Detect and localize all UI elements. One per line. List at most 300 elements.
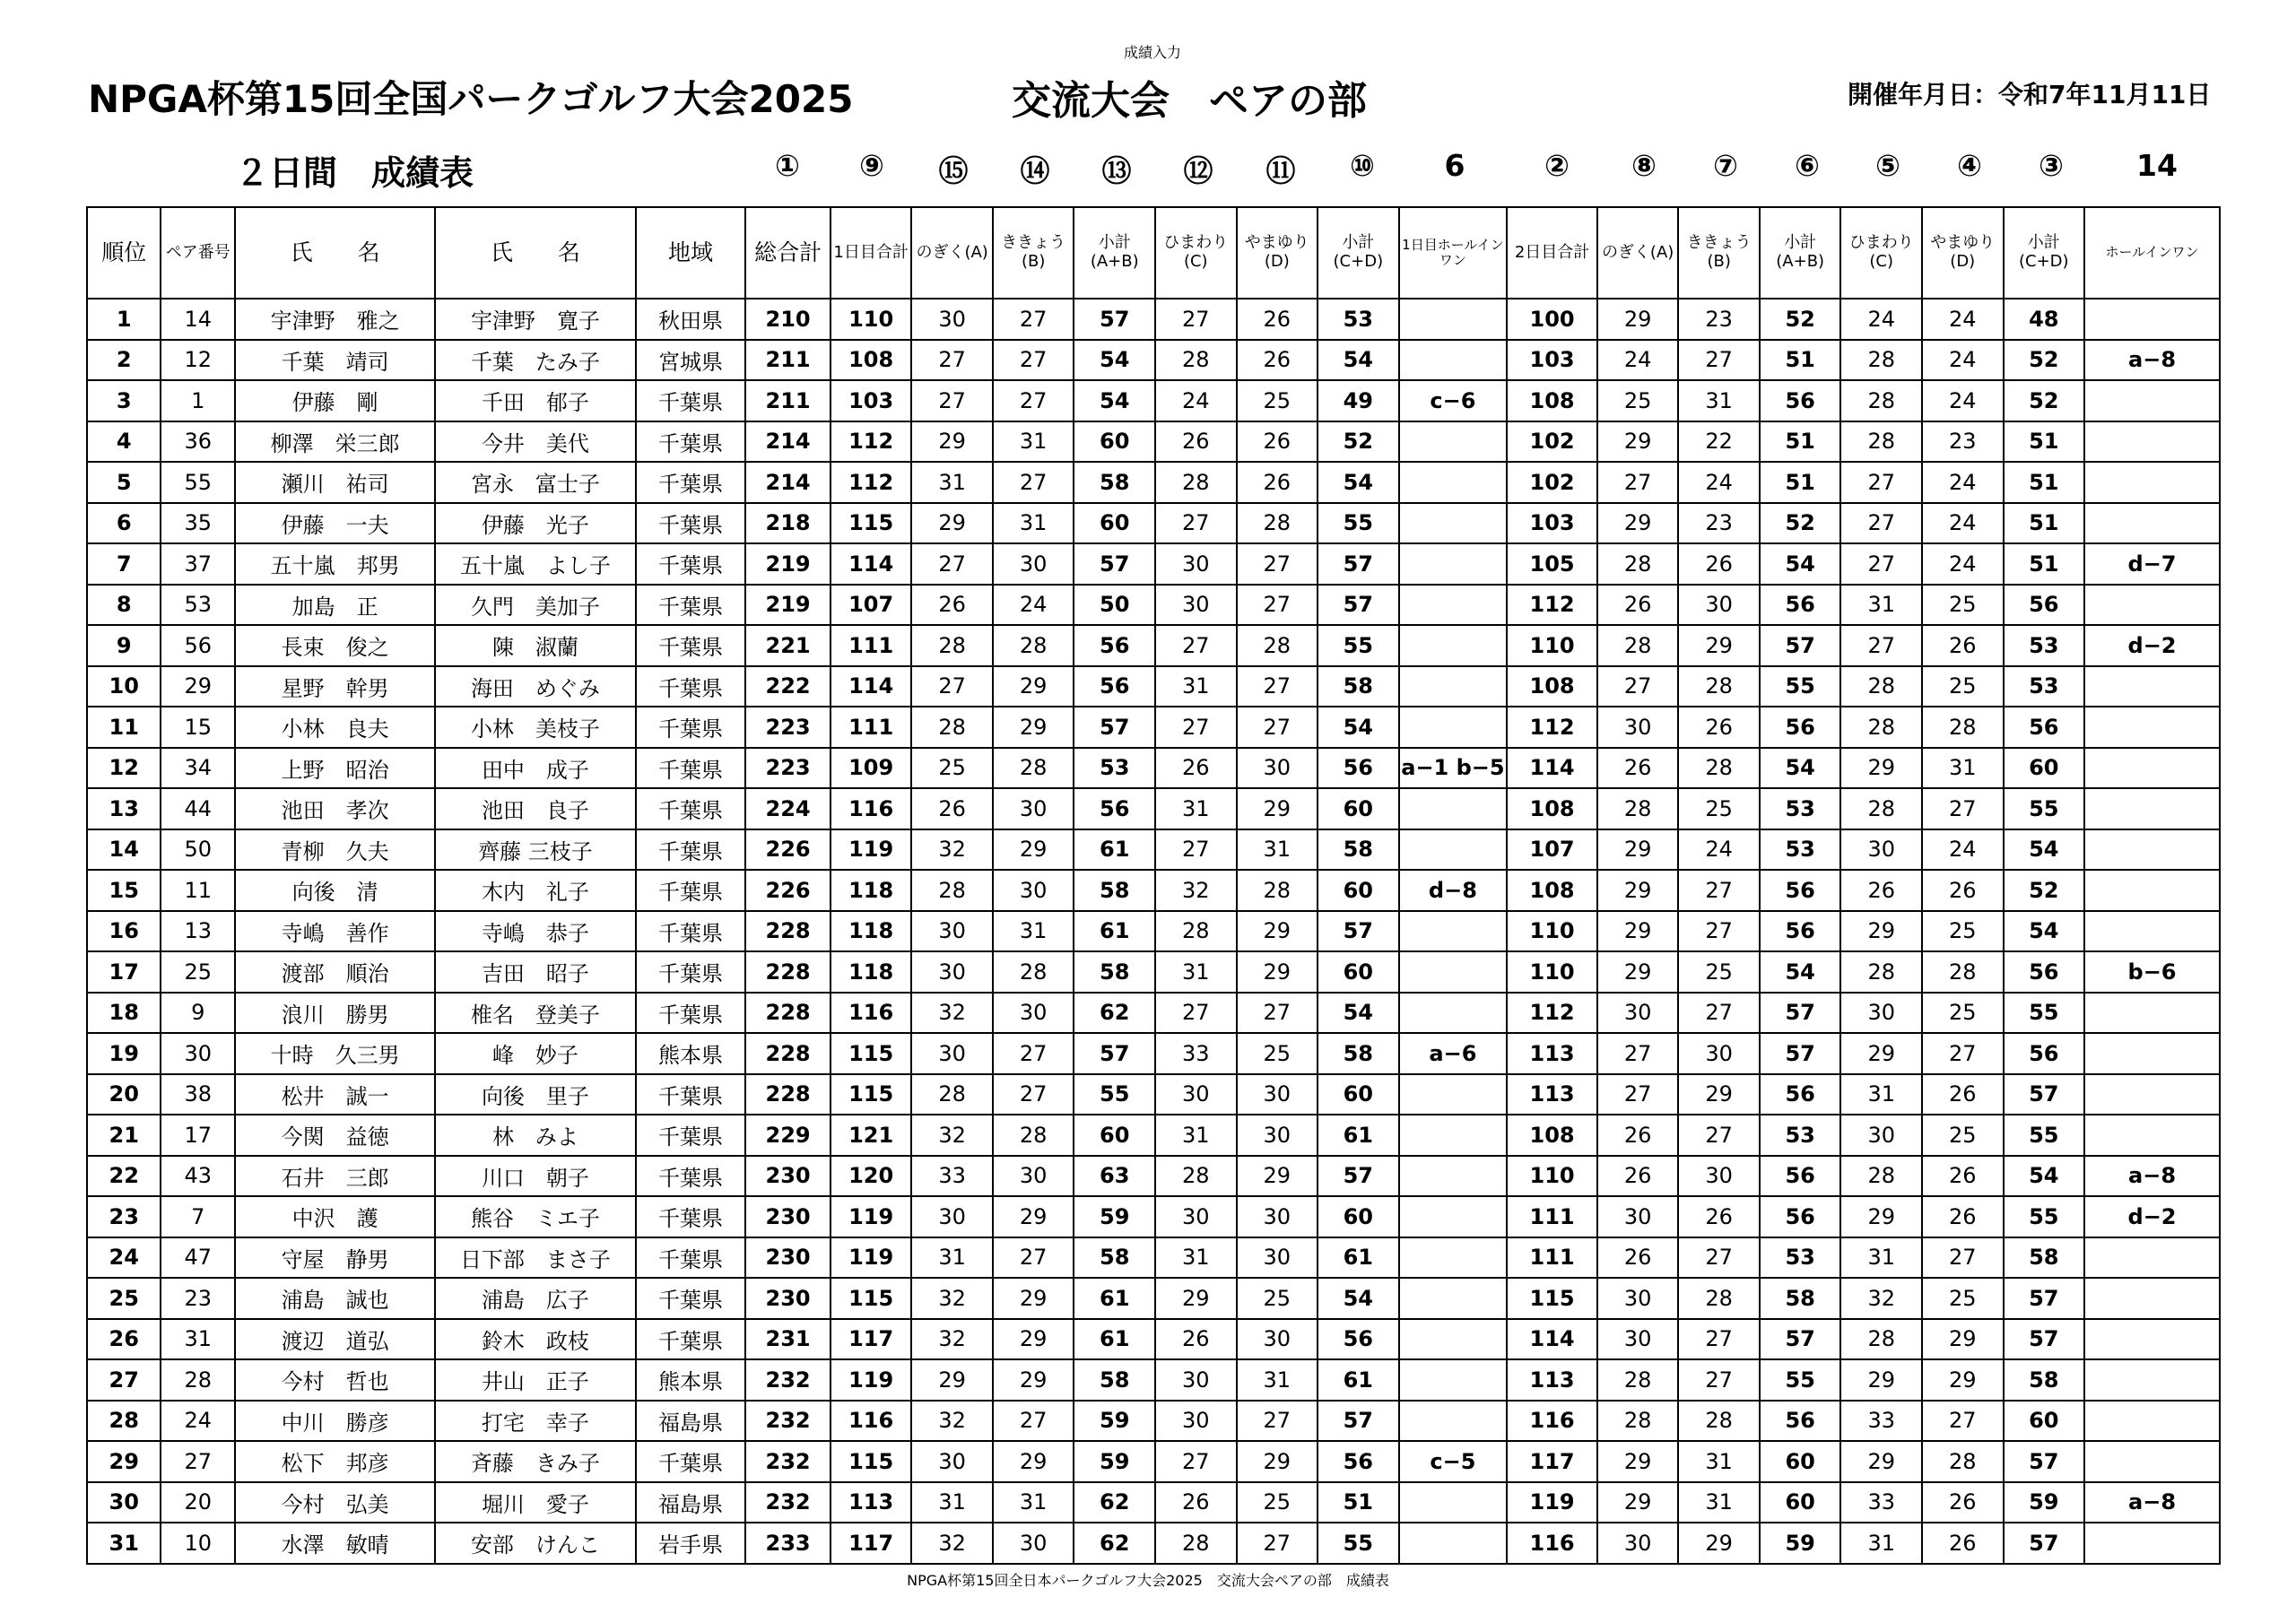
d2-ab-cell: 60 xyxy=(1760,1482,1841,1523)
rank-cell: 13 xyxy=(87,788,161,829)
d2-ab-cell: 55 xyxy=(1760,666,1841,707)
rank-cell: 30 xyxy=(87,1482,161,1523)
d1-c-cell: 26 xyxy=(1155,748,1237,789)
d2-cd-cell: 60 xyxy=(2004,748,2085,789)
day1-total-cell: 116 xyxy=(831,788,912,829)
player2-name: 斉藤 きみ子 xyxy=(435,1441,635,1482)
d2-ab-cell: 57 xyxy=(1760,993,1841,1034)
pair-no-cell: 23 xyxy=(161,1278,234,1319)
d2-d-cell: 25 xyxy=(1922,1115,2004,1156)
d2-ab-cell: 51 xyxy=(1760,340,1841,381)
d1-cd-cell: 57 xyxy=(1318,1156,1399,1197)
event-date: 開催年月日：令和7年11月11日 xyxy=(1848,80,2212,109)
hole-label: 14 xyxy=(2136,148,2178,183)
d1-hole-in-one-cell xyxy=(1399,1074,1508,1115)
col-d2-cd: 小計(C+D) xyxy=(2004,207,2085,299)
d2-ab-cell: 56 xyxy=(1760,585,1841,626)
col-region: 地域 xyxy=(636,207,746,299)
table-row xyxy=(87,911,2220,952)
d2-ab-cell: 57 xyxy=(1760,1319,1841,1360)
region-cell: 千葉県 xyxy=(636,707,746,748)
player1-name: 長束 俊之 xyxy=(235,625,435,666)
player2-name: 池田 良子 xyxy=(435,788,635,829)
d1-hole-in-one-cell: a−6 xyxy=(1399,1033,1508,1074)
day1-total-cell: 112 xyxy=(831,462,912,503)
d2-d-cell: 27 xyxy=(1922,1401,2004,1442)
grand-total-cell: 232 xyxy=(745,1441,831,1482)
grand-total-cell: 223 xyxy=(745,748,831,789)
d2-a-cell: 27 xyxy=(1597,1033,1679,1074)
d1-d-cell: 26 xyxy=(1237,421,1318,463)
d2-hole-in-one-cell xyxy=(2084,1033,2220,1074)
d2-a-cell: 25 xyxy=(1597,380,1679,421)
d2-ab-cell: 58 xyxy=(1760,1278,1841,1319)
d2-ab-cell: 51 xyxy=(1760,421,1841,463)
d2-cd-cell: 55 xyxy=(2004,788,2085,829)
d2-ab-cell: 51 xyxy=(1760,462,1841,503)
d2-ab-cell: 56 xyxy=(1760,1196,1841,1237)
d2-c-cell: 31 xyxy=(1840,1074,1922,1115)
rank-cell: 22 xyxy=(87,1156,161,1197)
d1-a-cell: 29 xyxy=(911,503,993,544)
d1-c-cell: 31 xyxy=(1155,1237,1237,1279)
d2-b-cell: 30 xyxy=(1678,585,1760,626)
d1-c-cell: 28 xyxy=(1155,340,1237,381)
col-d2-ab: 小計(A+B) xyxy=(1760,207,1841,299)
player2-name: 安部 けんこ xyxy=(435,1523,635,1564)
d2-hole-in-one-cell xyxy=(2084,1074,2220,1115)
d1-c-cell: 27 xyxy=(1155,829,1237,871)
d2-cd-cell: 57 xyxy=(2004,1074,2085,1115)
d1-hole-in-one-cell: d−8 xyxy=(1399,870,1508,911)
d1-b-cell: 27 xyxy=(993,462,1074,503)
d1-ab-cell: 53 xyxy=(1074,748,1155,789)
player1-name: 瀬川 祐司 xyxy=(235,462,435,503)
player1-name: 松井 誠一 xyxy=(235,1074,435,1115)
d2-b-cell: 31 xyxy=(1678,1441,1760,1482)
table-row xyxy=(87,1115,2220,1156)
d1-d-cell: 25 xyxy=(1237,1482,1318,1523)
d2-b-cell: 27 xyxy=(1678,1237,1760,1279)
grand-total-cell: 226 xyxy=(745,870,831,911)
d2-ab-cell: 56 xyxy=(1760,707,1841,748)
player2-name: 熊谷 ミエ子 xyxy=(435,1196,635,1237)
grand-total-cell: 214 xyxy=(745,462,831,503)
d1-b-cell: 29 xyxy=(993,666,1074,707)
day1-total-cell: 115 xyxy=(831,1278,912,1319)
d1-ab-cell: 59 xyxy=(1074,1196,1155,1237)
pair-no-cell: 29 xyxy=(161,666,234,707)
d1-ab-cell: 58 xyxy=(1074,951,1155,993)
d2-a-cell: 29 xyxy=(1597,951,1679,993)
d2-a-cell: 26 xyxy=(1597,585,1679,626)
d2-c-cell: 28 xyxy=(1840,788,1922,829)
d1-cd-cell: 60 xyxy=(1318,870,1399,911)
day2-total-cell: 102 xyxy=(1507,421,1597,463)
d1-cd-cell: 54 xyxy=(1318,462,1399,503)
d2-cd-cell: 56 xyxy=(2004,1033,2085,1074)
d1-cd-cell: 58 xyxy=(1318,666,1399,707)
d2-cd-cell: 54 xyxy=(2004,911,2085,952)
d2-hole-in-one-cell xyxy=(2084,1115,2220,1156)
d1-b-cell: 29 xyxy=(993,1196,1074,1237)
player2-name: 鈴木 政枝 xyxy=(435,1319,635,1360)
d1-cd-cell: 60 xyxy=(1318,951,1399,993)
grand-total-cell: 228 xyxy=(745,951,831,993)
d2-b-cell: 28 xyxy=(1678,748,1760,789)
player2-name: 吉田 昭子 xyxy=(435,951,635,993)
d2-ab-cell: 56 xyxy=(1760,1401,1841,1442)
d2-ab-cell: 56 xyxy=(1760,1074,1841,1115)
region-cell: 千葉県 xyxy=(636,870,746,911)
d2-hole-in-one-cell xyxy=(2084,1401,2220,1442)
day2-total-cell: 100 xyxy=(1507,299,1597,340)
day1-total-cell: 121 xyxy=(831,1115,912,1156)
d1-hole-in-one-cell: c−5 xyxy=(1399,1441,1508,1482)
day1-total-cell: 117 xyxy=(831,1523,912,1564)
d1-hole-in-one-cell xyxy=(1399,625,1508,666)
d2-a-cell: 29 xyxy=(1597,299,1679,340)
d2-c-cell: 28 xyxy=(1840,340,1922,381)
d2-hole-in-one-cell xyxy=(2084,421,2220,463)
d1-b-cell: 29 xyxy=(993,1319,1074,1360)
d2-b-cell: 29 xyxy=(1678,1074,1760,1115)
day2-total-cell: 113 xyxy=(1507,1033,1597,1074)
d2-a-cell: 28 xyxy=(1597,1401,1679,1442)
d1-d-cell: 26 xyxy=(1237,462,1318,503)
d1-ab-cell: 56 xyxy=(1074,788,1155,829)
region-cell: 千葉県 xyxy=(636,666,746,707)
d2-ab-cell: 56 xyxy=(1760,911,1841,952)
d2-hole-in-one-cell xyxy=(2084,748,2220,789)
table-row xyxy=(87,829,2220,871)
player1-name: 石井 三郎 xyxy=(235,1156,435,1197)
d1-d-cell: 30 xyxy=(1237,1237,1318,1279)
d1-ab-cell: 56 xyxy=(1074,666,1155,707)
d2-c-cell: 29 xyxy=(1840,748,1922,789)
d1-a-cell: 28 xyxy=(911,870,993,911)
d2-hole-in-one-cell xyxy=(2084,666,2220,707)
region-cell: 千葉県 xyxy=(636,503,746,544)
d2-d-cell: 24 xyxy=(1922,299,2004,340)
day1-total-cell: 118 xyxy=(831,951,912,993)
d2-a-cell: 29 xyxy=(1597,1482,1679,1523)
d2-c-cell: 29 xyxy=(1840,1033,1922,1074)
d2-hole-in-one-cell xyxy=(2084,993,2220,1034)
d2-c-cell: 30 xyxy=(1840,993,1922,1034)
d1-c-cell: 27 xyxy=(1155,625,1237,666)
region-cell: 千葉県 xyxy=(636,543,746,585)
player1-name: 星野 幹男 xyxy=(235,666,435,707)
region-cell: 千葉県 xyxy=(636,911,746,952)
hole-label: ④ xyxy=(1957,148,1982,183)
table-row xyxy=(87,1359,2220,1401)
d1-a-cell: 32 xyxy=(911,1401,993,1442)
grand-total-cell: 219 xyxy=(745,543,831,585)
day1-total-cell: 116 xyxy=(831,993,912,1034)
d1-ab-cell: 61 xyxy=(1074,911,1155,952)
d2-cd-cell: 60 xyxy=(2004,1401,2085,1442)
day2-total-cell: 108 xyxy=(1507,788,1597,829)
player1-name: 五十嵐 邦男 xyxy=(235,543,435,585)
d2-cd-cell: 57 xyxy=(2004,1278,2085,1319)
d1-b-cell: 27 xyxy=(993,1237,1074,1279)
table-row xyxy=(87,543,2220,585)
pair-no-cell: 9 xyxy=(161,993,234,1034)
region-cell: 秋田県 xyxy=(636,299,746,340)
d1-d-cell: 30 xyxy=(1237,748,1318,789)
d2-c-cell: 28 xyxy=(1840,421,1922,463)
d1-d-cell: 25 xyxy=(1237,1278,1318,1319)
rank-cell: 19 xyxy=(87,1033,161,1074)
d2-hole-in-one-cell xyxy=(2084,585,2220,626)
grand-total-cell: 214 xyxy=(745,421,831,463)
player1-name: 向後 清 xyxy=(235,870,435,911)
d1-a-cell: 27 xyxy=(911,380,993,421)
player1-name: 今村 哲也 xyxy=(235,1359,435,1401)
d1-ab-cell: 57 xyxy=(1074,1033,1155,1074)
d2-d-cell: 25 xyxy=(1922,911,2004,952)
pair-no-cell: 17 xyxy=(161,1115,234,1156)
player1-name: 伊藤 一夫 xyxy=(235,503,435,544)
d1-hole-in-one-cell xyxy=(1399,543,1508,585)
d2-ab-cell: 59 xyxy=(1760,1523,1841,1564)
region-cell: 宮城県 xyxy=(636,340,746,381)
d2-b-cell: 31 xyxy=(1678,380,1760,421)
d1-a-cell: 27 xyxy=(911,543,993,585)
hole-label: ⑦ xyxy=(1713,148,1738,183)
col-rank: 順位 xyxy=(87,207,161,299)
d2-d-cell: 24 xyxy=(1922,462,2004,503)
day1-total-cell: 115 xyxy=(831,1074,912,1115)
d2-d-cell: 24 xyxy=(1922,543,2004,585)
d1-b-cell: 31 xyxy=(993,421,1074,463)
d1-ab-cell: 50 xyxy=(1074,585,1155,626)
rank-cell: 26 xyxy=(87,1319,161,1360)
d1-a-cell: 32 xyxy=(911,1319,993,1360)
pair-no-cell: 1 xyxy=(161,380,234,421)
day2-total-cell: 103 xyxy=(1507,503,1597,544)
player1-name: 浪川 勝男 xyxy=(235,993,435,1034)
d2-cd-cell: 56 xyxy=(2004,585,2085,626)
d1-a-cell: 31 xyxy=(911,1482,993,1523)
d2-hole-in-one-cell: b−6 xyxy=(2084,951,2220,993)
day1-total-cell: 119 xyxy=(831,1237,912,1279)
region-cell: 千葉県 xyxy=(636,1278,746,1319)
d2-d-cell: 25 xyxy=(1922,1278,2004,1319)
player1-name: 今村 弘美 xyxy=(235,1482,435,1523)
d2-ab-cell: 52 xyxy=(1760,299,1841,340)
day2-total-cell: 114 xyxy=(1507,1319,1597,1360)
hole-label: ⑨ xyxy=(859,148,884,183)
d2-c-cell: 31 xyxy=(1840,1237,1922,1279)
grand-total-cell: 228 xyxy=(745,911,831,952)
d2-hole-in-one-cell xyxy=(2084,1441,2220,1482)
d2-hole-in-one-cell xyxy=(2084,462,2220,503)
d1-d-cell: 25 xyxy=(1237,1033,1318,1074)
table-row xyxy=(87,1401,2220,1442)
d2-cd-cell: 51 xyxy=(2004,421,2085,463)
rank-cell: 31 xyxy=(87,1523,161,1564)
d1-hole-in-one-cell xyxy=(1399,462,1508,503)
d1-cd-cell: 56 xyxy=(1318,748,1399,789)
d1-a-cell: 26 xyxy=(911,788,993,829)
rank-cell: 5 xyxy=(87,462,161,503)
col-d1-a: のぎく(A) xyxy=(911,207,993,299)
col-day2-total: 2日目合計 xyxy=(1507,207,1597,299)
d1-c-cell: 27 xyxy=(1155,299,1237,340)
grand-total-cell: 224 xyxy=(745,788,831,829)
player1-name: 守屋 静男 xyxy=(235,1237,435,1279)
d1-b-cell: 30 xyxy=(993,993,1074,1034)
d1-d-cell: 27 xyxy=(1237,993,1318,1034)
day2-total-cell: 119 xyxy=(1507,1482,1597,1523)
table-row xyxy=(87,1074,2220,1115)
table-row xyxy=(87,299,2220,340)
hole-label: ⑩ xyxy=(1350,148,1375,183)
d2-d-cell: 31 xyxy=(1922,748,2004,789)
d2-d-cell: 24 xyxy=(1922,340,2004,381)
day1-total-cell: 118 xyxy=(831,870,912,911)
day2-total-cell: 102 xyxy=(1507,462,1597,503)
d1-cd-cell: 58 xyxy=(1318,1033,1399,1074)
d1-ab-cell: 60 xyxy=(1074,421,1155,463)
rank-cell: 14 xyxy=(87,829,161,871)
d2-cd-cell: 51 xyxy=(2004,503,2085,544)
day1-total-cell: 103 xyxy=(831,380,912,421)
region-cell: 熊本県 xyxy=(636,1033,746,1074)
player2-name: 寺嶋 恭子 xyxy=(435,911,635,952)
player2-name: 今井 美代 xyxy=(435,421,635,463)
grand-total-cell: 211 xyxy=(745,380,831,421)
d2-cd-cell: 54 xyxy=(2004,1156,2085,1197)
d1-cd-cell: 57 xyxy=(1318,911,1399,952)
region-cell: 千葉県 xyxy=(636,1115,746,1156)
d2-a-cell: 27 xyxy=(1597,1074,1679,1115)
player2-name: 陳 淑蘭 xyxy=(435,625,635,666)
player1-name: 小林 良夫 xyxy=(235,707,435,748)
d2-cd-cell: 53 xyxy=(2004,666,2085,707)
d2-d-cell: 26 xyxy=(1922,1074,2004,1115)
d1-b-cell: 31 xyxy=(993,911,1074,952)
d2-b-cell: 27 xyxy=(1678,993,1760,1034)
d1-cd-cell: 49 xyxy=(1318,380,1399,421)
d1-d-cell: 28 xyxy=(1237,503,1318,544)
d2-hole-in-one-cell xyxy=(2084,788,2220,829)
day1-total-cell: 111 xyxy=(831,625,912,666)
d1-hole-in-one-cell xyxy=(1399,585,1508,626)
col-day1-total: 1日目合計 xyxy=(831,207,912,299)
d1-b-cell: 27 xyxy=(993,1074,1074,1115)
region-cell: 岩手県 xyxy=(636,1523,746,1564)
d2-hole-in-one-cell: d−2 xyxy=(2084,1196,2220,1237)
day2-total-cell: 108 xyxy=(1507,870,1597,911)
d1-b-cell: 30 xyxy=(993,788,1074,829)
d1-a-cell: 27 xyxy=(911,666,993,707)
d1-c-cell: 26 xyxy=(1155,1482,1237,1523)
d2-c-cell: 26 xyxy=(1840,870,1922,911)
d1-a-cell: 30 xyxy=(911,1196,993,1237)
d2-hole-in-one-cell xyxy=(2084,1359,2220,1401)
col-d1-b: ききょう(B) xyxy=(993,207,1074,299)
day1-total-cell: 114 xyxy=(831,543,912,585)
player1-name: 今関 益徳 xyxy=(235,1115,435,1156)
d2-d-cell: 26 xyxy=(1922,1523,2004,1564)
day2-total-cell: 117 xyxy=(1507,1441,1597,1482)
d1-c-cell: 30 xyxy=(1155,1074,1237,1115)
pair-no-cell: 36 xyxy=(161,421,234,463)
d1-a-cell: 32 xyxy=(911,1523,993,1564)
player1-name: 水澤 敏晴 xyxy=(235,1523,435,1564)
pair-no-cell: 35 xyxy=(161,503,234,544)
d2-b-cell: 27 xyxy=(1678,911,1760,952)
d2-b-cell: 27 xyxy=(1678,1115,1760,1156)
d2-d-cell: 27 xyxy=(1922,788,2004,829)
d1-b-cell: 28 xyxy=(993,625,1074,666)
d1-a-cell: 28 xyxy=(911,707,993,748)
d2-hole-in-one-cell xyxy=(2084,829,2220,871)
d2-c-cell: 32 xyxy=(1840,1278,1922,1319)
d2-b-cell: 22 xyxy=(1678,421,1760,463)
d1-a-cell: 27 xyxy=(911,340,993,381)
d2-hole-in-one-cell xyxy=(2084,870,2220,911)
d1-ab-cell: 54 xyxy=(1074,340,1155,381)
pair-no-cell: 55 xyxy=(161,462,234,503)
day2-total-cell: 112 xyxy=(1507,585,1597,626)
d2-cd-cell: 52 xyxy=(2004,870,2085,911)
d2-b-cell: 24 xyxy=(1678,829,1760,871)
input-note: 成績入力 xyxy=(1123,44,1181,61)
d1-ab-cell: 61 xyxy=(1074,829,1155,871)
day2-total-cell: 113 xyxy=(1507,1074,1597,1115)
d2-cd-cell: 57 xyxy=(2004,1319,2085,1360)
player2-name: 海田 めぐみ xyxy=(435,666,635,707)
d1-cd-cell: 61 xyxy=(1318,1237,1399,1279)
d1-b-cell: 28 xyxy=(993,1115,1074,1156)
d1-cd-cell: 61 xyxy=(1318,1115,1399,1156)
d2-cd-cell: 57 xyxy=(2004,1441,2085,1482)
d2-cd-cell: 48 xyxy=(2004,299,2085,340)
d1-cd-cell: 54 xyxy=(1318,993,1399,1034)
d1-cd-cell: 54 xyxy=(1318,707,1399,748)
d1-hole-in-one-cell xyxy=(1399,911,1508,952)
grand-total-cell: 232 xyxy=(745,1401,831,1442)
d2-cd-cell: 52 xyxy=(2004,380,2085,421)
grand-total-cell: 228 xyxy=(745,993,831,1034)
d2-hole-in-one-cell xyxy=(2084,911,2220,952)
d2-a-cell: 30 xyxy=(1597,1319,1679,1360)
table-row xyxy=(87,1237,2220,1279)
hole-label: 6 xyxy=(1444,148,1465,183)
d1-c-cell: 27 xyxy=(1155,707,1237,748)
d1-ab-cell: 59 xyxy=(1074,1441,1155,1482)
rank-cell: 16 xyxy=(87,911,161,952)
d2-a-cell: 27 xyxy=(1597,666,1679,707)
d2-a-cell: 29 xyxy=(1597,870,1679,911)
d1-hole-in-one-cell xyxy=(1399,829,1508,871)
d1-b-cell: 29 xyxy=(993,1441,1074,1482)
table-row xyxy=(87,1523,2220,1564)
player2-name: 向後 里子 xyxy=(435,1074,635,1115)
grand-total-cell: 223 xyxy=(745,707,831,748)
d1-a-cell: 30 xyxy=(911,911,993,952)
grand-total-cell: 211 xyxy=(745,340,831,381)
d1-hole-in-one-cell xyxy=(1399,1278,1508,1319)
d2-d-cell: 27 xyxy=(1922,1237,2004,1279)
d2-c-cell: 31 xyxy=(1840,585,1922,626)
d2-hole-in-one-cell: d−2 xyxy=(2084,625,2220,666)
d1-d-cell: 25 xyxy=(1237,380,1318,421)
